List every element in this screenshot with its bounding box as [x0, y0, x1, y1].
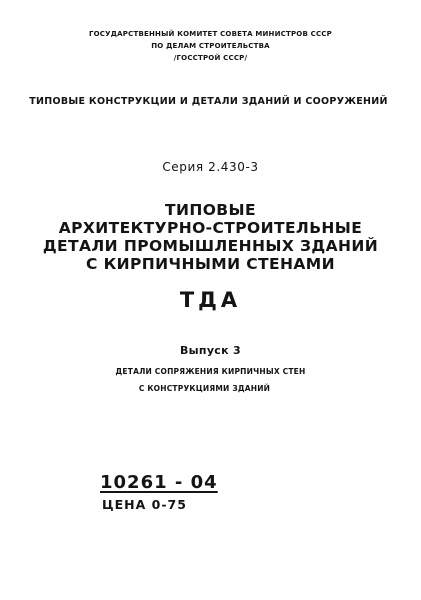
series-number: Серия 2.430-3: [162, 160, 259, 174]
title-line-1: ТИПОВЫЕ: [165, 201, 256, 219]
title-line-4: С КИРПИЧНЫМИ СТЕНАМИ: [86, 255, 335, 273]
header-committee-line: ГОСУДАРСТВЕННЫЙ КОМИТЕТ СОВЕТА МИНИСТРОВ СССР: [89, 30, 332, 38]
collection-title: ТИПОВЫЕ КОНСТРУКЦИИ И ДЕТАЛИ ЗДАНИЙ И СООРУЖЕНИЙ: [29, 96, 388, 107]
price-label: ЦЕНА 0-75: [102, 497, 187, 512]
issue-description-line-2: С КОНСТРУКЦИЯМИ ЗДАНИЙ: [138, 384, 271, 393]
title-line-3: ДЕТАЛИ ПРОМЫШЛЕННЫХ ЗДАНИЙ: [42, 237, 379, 255]
issue-description-line-1: ДЕТАЛИ СОПРЯЖЕНИЯ КИРПИЧНЫХ СТЕН: [115, 367, 306, 376]
title-line-2: АРХИТЕКТУРНО-СТРОИТЕЛЬНЫЕ: [58, 219, 363, 237]
abbreviation: ТДА: [179, 288, 242, 312]
catalog-code: 10261 - 04: [100, 472, 218, 493]
header-gosstroy-line: /ГОССТРОЙ СССР/: [173, 54, 248, 62]
header-construction-line: ПО ДЕЛАМ СТРОИТЕЛЬСТВА: [151, 42, 270, 50]
issue-number: Выпуск 3: [180, 344, 241, 357]
